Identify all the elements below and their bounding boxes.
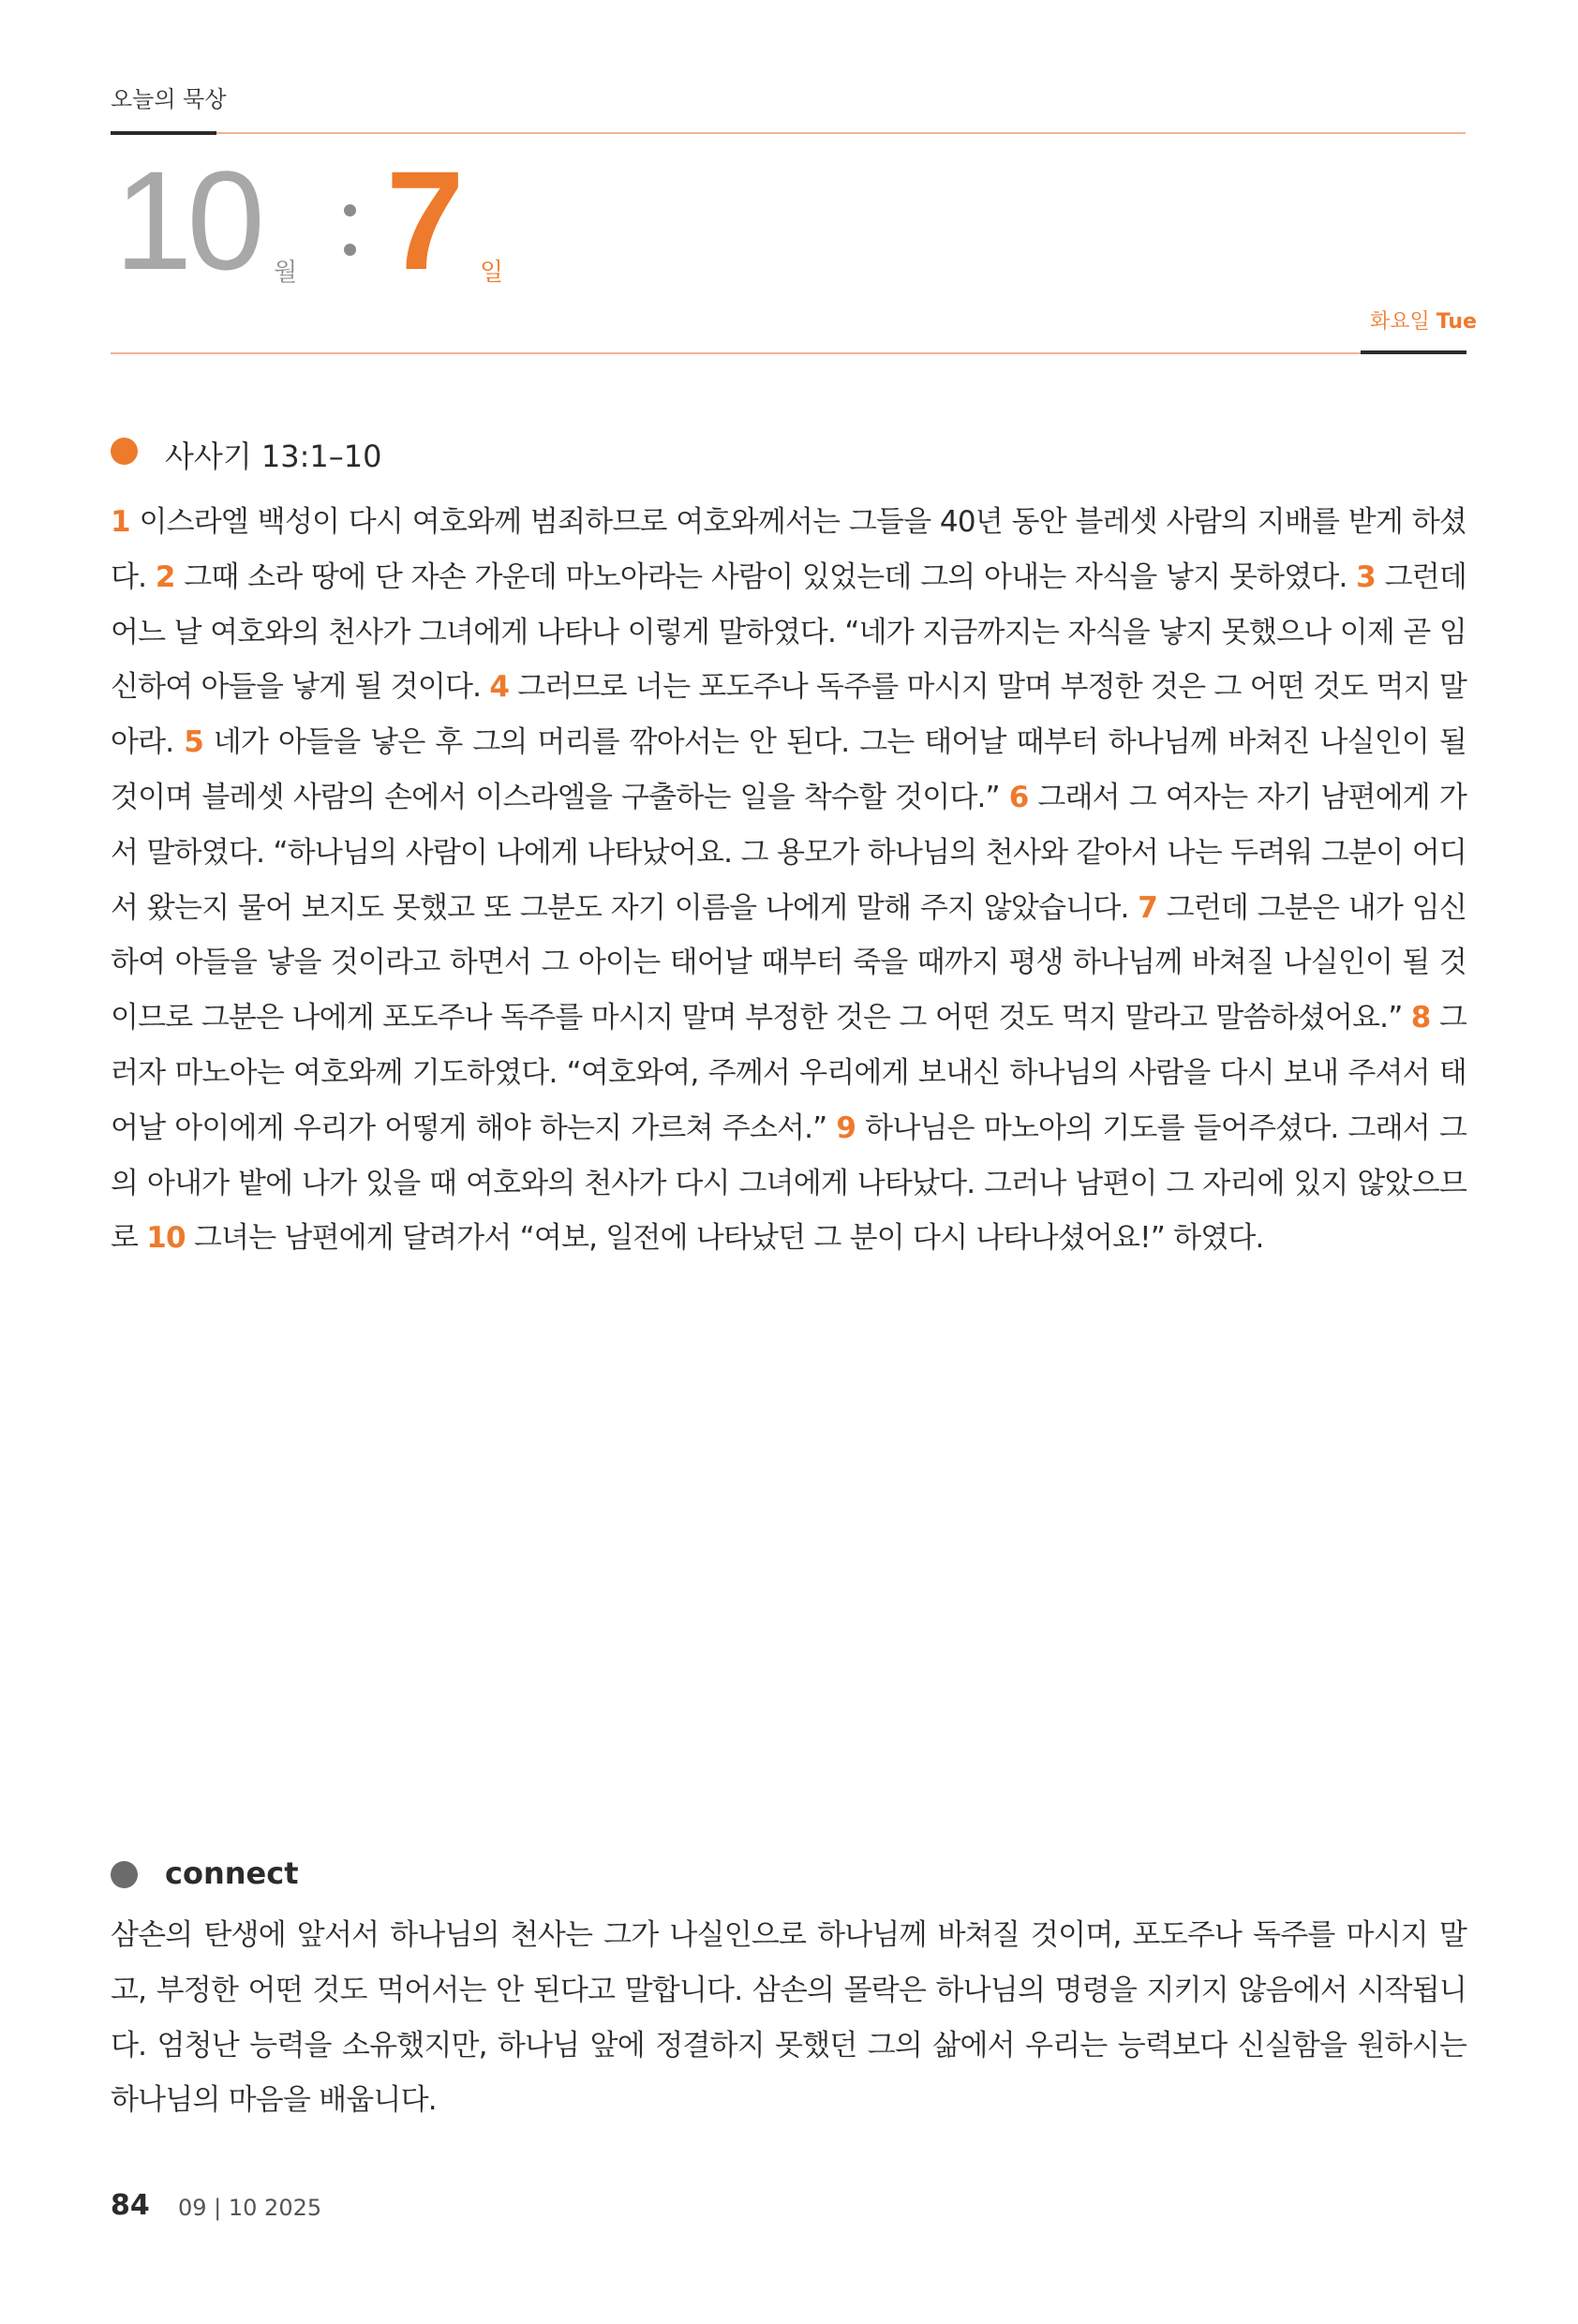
verse-text: 그러자 마노아는 여호와께 기도하였다. “여호와여, 주께서 우리에게 보내신 하나님의 사람을 다시 보내 주셔서 태어날 아이에게 우리가 어떻게 해야 하는지 가르쳐 주소서.” [111, 1001, 1466, 1145]
verse-text: 네가 아들을 낳은 후 그의 머리를 깎아서는 안 된다. 그는 태어날 때부터 하나님께 바쳐진 나실인이 될 것이며 블레셋 사람의 손에서 이스라엘을 구출하는 일을 착수할 것이다.” [111, 725, 1466, 814]
connect-text: 삼손의 탄생에 앞서서 하나님의 천사는 그가 나실인으로 하나님께 바쳐질 것이며, 포도주나 독주를 마시지 말고, 부정한 어떤 것도 먹어서는 안 된다고 말합니다. 삼손의 몰락은 하나님의 명령을 지키지 않음에서 시작됩니다. 엄청난 능력을 소유했지만, 하나님 앞에 정결하지 못했던 그의 삶에서 우리는 능력보다 신실함을 원하시는 하나님의 마음을 배웁니다. [111, 1918, 1466, 2118]
verse-number: 3 [1356, 559, 1376, 594]
verse-text: 그래서 그 여자는 자기 남편에게 가서 말하였다. “하나님의 사람이 나에게 나타났어요. 그 용모가 하나님의 천사와 같아서 나는 두려워 그분이 어디서 왔는지 물어 보지도 못했고 또 그분도 자기 이름을 나에게 말해 주지 않았습니다. [111, 780, 1466, 925]
verse-number: 2 [155, 559, 175, 594]
weekday-ko: 화요일 [1370, 310, 1430, 334]
scripture-reference: 사사기 13:1–10 [165, 439, 382, 474]
verse-number: 4 [489, 670, 510, 705]
verse-text: 그러므로 너는 포도주나 독주를 마시지 말며 부정한 것은 그 어떤 것도 먹지 말아라. [111, 670, 1467, 760]
scripture-bullet [111, 438, 138, 465]
weekday-en: Tue [1436, 310, 1477, 334]
verse-number: 6 [1008, 780, 1029, 814]
connect-bullet [111, 1861, 138, 1888]
header-label: 오늘의 묵상 [111, 86, 227, 112]
verse-text: 이스라엘 백성이 다시 여호와께 범죄하므로 여호와께서는 그들을 40년 동안 블레셋 사람의 지배를 받게 하셨다. [111, 505, 1466, 594]
day-unit: 일 [480, 259, 504, 287]
header-rule-accent [111, 131, 216, 135]
header-rule [216, 132, 1466, 134]
colon-dot-top [344, 204, 356, 216]
verse-text: 하나님은 마노아의 기도를 들어주셨다. 그래서 그의 아내가 밭에 나가 있을 때 여호와의 천사가 다시 그녀에게 나타났다. 그러나 남편이 그 자리에 있지 않았으므로 [111, 1110, 1466, 1256]
verse-number: 9 [836, 1110, 856, 1145]
verse-number: 5 [184, 725, 203, 760]
date-rule [111, 352, 1361, 354]
month-unit: 월 [274, 259, 298, 287]
verse-number: 7 [1138, 890, 1157, 925]
connect-title: connect [165, 1855, 299, 1891]
date-rule-accent [1361, 350, 1466, 354]
month-number: 10 [114, 142, 260, 299]
weekday [1370, 305, 1477, 335]
colon-dot-bottom [344, 244, 356, 256]
verse-text: 그런데 어느 날 여호와의 천사가 그녀에게 나타나 이렇게 말하였다. “네가 지금까지는 자식을 낳지 못했으나 이제 곧 임신하여 아들을 낳게 될 것이다. [111, 559, 1467, 705]
verse-text: 그때 소라 땅에 단 자손 가운데 마노아라는 사람이 있었는데 그의 아내는 자식을 낳지 못하였다. [184, 559, 1347, 594]
issue-date: 09 | 10 2025 [178, 2195, 322, 2221]
verse-text: 그런데 그분은 내가 임신하여 아들을 낳을 것이라고 하면서 그 아이는 태어날 때부터 죽을 때까지 평생 하나님께 바쳐질 나실인이 될 것이므로 그분은 나에게 포도주나 독주를 마시지 말며 부정한 것은 그 어떤 것도 먹지 말라고 말씀하셨어요.” [111, 890, 1466, 1035]
day-number: 7 [386, 142, 465, 299]
verse-text: 그녀는 남편에게 달려가서 “여보, 일전에 나타났던 그 분이 다시 나타나셨어요!” 하였다. [193, 1221, 1264, 1256]
verse-number: 8 [1410, 1001, 1431, 1035]
page-number: 84 [111, 2189, 150, 2222]
scripture-text [111, 495, 1466, 1266]
verse-number: 1 [111, 505, 130, 539]
verse-number: 10 [146, 1221, 186, 1256]
